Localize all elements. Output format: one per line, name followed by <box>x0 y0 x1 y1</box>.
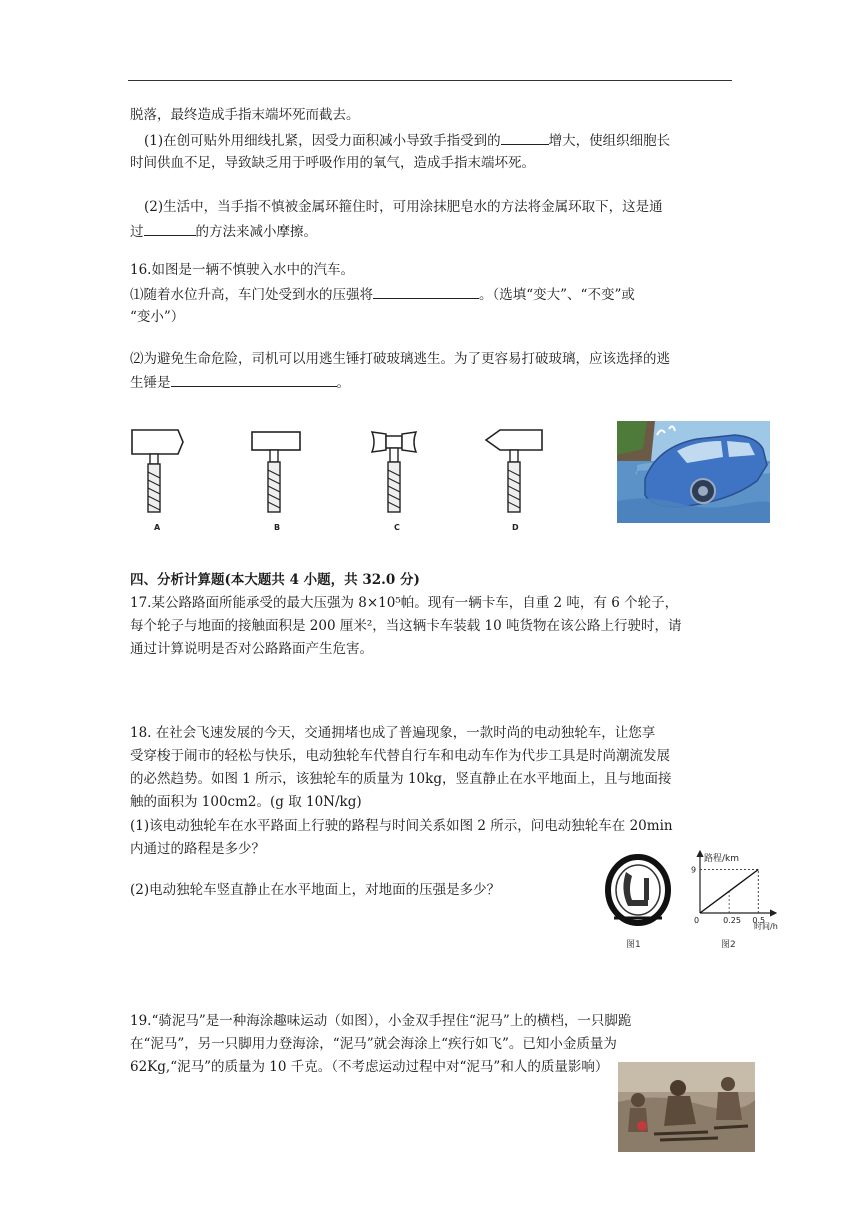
hammer-d-icon <box>486 430 542 512</box>
option-c-label: C <box>394 523 400 532</box>
q15-part1-cont: 时间供血不足，导致缺乏用于呼吸作用的氧气，造成手指末端坏死。 <box>130 155 535 171</box>
q17-line1: 17.某公路路面所能承受的最大压强为 8×10⁵帕。现有一辆卡车，自重 2 吨，有 6 个轮子， <box>130 595 679 611</box>
q16-part1: ⑴随着水位升高，车门处受到水的压强将 。（选填“变大”、“不变”或 <box>130 283 730 307</box>
x-tick-label: 0 <box>694 916 700 925</box>
q18-part1-cont: 内通过的路程是多少？ <box>130 841 265 857</box>
x-axis-label: 时间/h <box>754 922 778 931</box>
hammer-c-icon <box>372 432 416 512</box>
answer-blank[interactable] <box>144 220 196 236</box>
car-in-water-image <box>617 421 770 523</box>
escape-hammers-figure <box>126 420 546 540</box>
section-heading: 四、分析计算题(本大题共 4 小题，共 32.0 分) <box>130 572 420 588</box>
q18-line1: 18. 在社会飞速发展的今天，交通拥堵也成了普遍现象，一款时尚的电动独轮车，让您享 <box>130 725 656 741</box>
hammer-b-icon <box>252 432 300 512</box>
fig2-caption: 图2 <box>721 940 736 950</box>
q19-line2: 在“泥马”，另一只脚用力登海涂，“泥马”就会海涂上“疾行如飞”。已知小金质量为 <box>130 1036 617 1052</box>
q15-part2: (2)生活中，当手指不慎被金属环箍住时，可用涂抹肥皂水的方法将金属环取下，这是通 <box>144 199 663 215</box>
x-tick-label: 0.25 <box>723 916 741 925</box>
unicycle-figure <box>600 850 680 932</box>
mud-horse-photo <box>618 1062 755 1152</box>
y-tick-label: 9 <box>691 865 697 875</box>
hammer-a-icon <box>132 430 183 512</box>
q18-line4: 触的面积为 100cm2。(g 取 10N/kg) <box>130 794 362 810</box>
answer-blank[interactable] <box>501 129 549 145</box>
q16-title: 16.如图是一辆不慎驶入水中的汽车。 <box>130 262 354 278</box>
q16-part2-cont: 生锤是 。 <box>130 371 730 395</box>
answer-blank[interactable] <box>373 283 479 299</box>
q18-line2: 受穿梭于闹市的轻松与快乐，电动独轮车代替自行车和电动车作为代步工具是时尚潮流发展 <box>130 748 670 764</box>
distance-line <box>700 870 758 914</box>
option-d-label: D <box>512 523 519 532</box>
q18-part1: (1)该电动独轮车在水平路面上行驶的路程与时间关系如图 2 所示，问电动独轮车在 20min <box>130 818 673 834</box>
q18-line3: 的必然趋势。如图 1 所示，该独轮车的质量为 10kg，竖直静止在水平地面上，且与地面接 <box>130 771 672 787</box>
q16-part2: ⑵为避免生命危险，司机可以用逃生锤打破玻璃逃生。为了更容易打破玻璃，应该选择的逃 <box>130 351 670 367</box>
distance-time-graph <box>682 843 786 937</box>
q15-part2-cont: 过 的方法来减小摩擦。 <box>130 220 730 244</box>
header-rule <box>128 80 732 81</box>
answer-blank[interactable] <box>171 371 337 387</box>
q17-line2: 每个轮子与地面的接触面积是 200 厘米²，当这辆卡车装载 10 吨货物在该公路上行驶时，请 <box>130 618 682 634</box>
q19-line1: 19.“骑泥马”是一种海涂趣味运动（如图），小金双手捏住“泥马”上的横档，一只脚跪 <box>130 1013 632 1029</box>
option-b-label: B <box>274 523 281 532</box>
y-axis-label: 路程/km <box>704 854 740 864</box>
option-a-label: A <box>154 523 161 532</box>
q17-line3: 通过计算说明是否对公路路面产生危害。 <box>130 641 373 657</box>
x-tick-label: 0.5 <box>752 916 766 925</box>
q15-line0: 脱落，最终造成手指末端坏死而截去。 <box>130 107 360 123</box>
q19-line3: 62Kg,“泥马”的质量为 10 千克。（不考虑运动过程中对“泥马”和人的质量影响） <box>130 1059 609 1075</box>
q16-part1-cont: “变小”） <box>130 309 185 325</box>
q18-part2: (2)电动独轮车竖直静止在水平地面上，对地面的压强是多少？ <box>130 882 501 898</box>
q15-part1: (1)在创可贴外用细线扎紧，因受力面积减小导致手指受到的 增大，使组织细胞长 <box>130 129 730 153</box>
fig1-caption: 图1 <box>626 940 641 950</box>
